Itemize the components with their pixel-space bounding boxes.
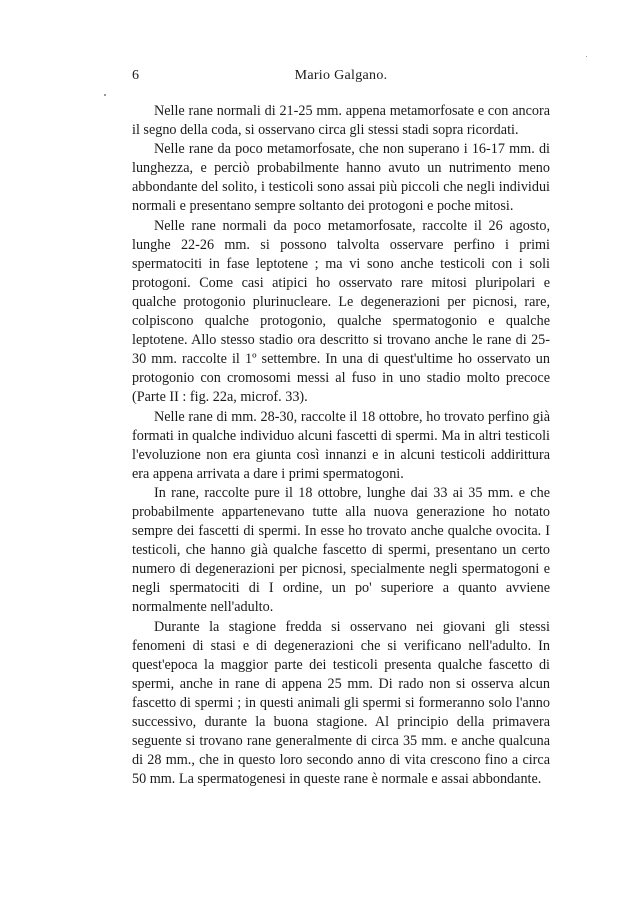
print-speck [104, 94, 106, 96]
paragraph: In rane, raccolte pure il 18 ottobre, lunghe dai 33 ai 35 mm. e che probabilmente appartenevano tutte alla nuova generazione ho notato sempre dei fascetti di spermi. In esse ho trovato anche qualche ovocita. I testicoli, che hanno già qualche fascetto di spermi, presentano un certo numero di degenerazioni per picnosi, specialmente negli spermatogoni e negli spermatociti di I ordine, un po' superiore a quanto avviene normalmente nell'adulto. [132, 484, 550, 616]
paragraph: Nelle rane normali da poco metamorfosate, raccolte il 26 agosto, lunghe 22-26 mm. si possono talvolta osservare perfino i primi spermatociti in fase leptotene ; ma vi sono anche testicoli con i soli protogoni. Come casi atipici ho osservato rare mitosi pluripolari e qualche protogonio plurinucleare. Le degenerazioni per picnosi, rare, colpiscono qualche protogonio, qualche spermatogonio e qualche leptotene. Allo stesso stadio ora descritto si trovano anche le rane di 25-30 mm. raccolte il 1º settembre. In una di quest'ultime ho osservato un protogonio con cromosomi messi al fuso in uno stadio molto precoce (Parte II : fig. 22a, microf. 33). [132, 217, 550, 406]
paragraph: Durante la stagione fredda si osservano nei giovani gli stessi fenomeni di stasi e di degenerazioni che si verificano nell'adulto. In quest'epoca la maggior parte dei testicoli presenta qualche fascetto di spermi, anche in rane di appena 25 mm. Di rado non si osserva alcun fascetto di spermi ; in questi animali gli spermi si formeranno solo l'anno successivo, durante la buona stagione. Al principio della primavera seguente si trovano rane generalmente di circa 35 mm. e anche qualcuna di 28 mm., che in questo loro secondo anno di vita crescono fino a circa 50 mm. La spermatogenesi in queste rane è normale e assai abbondante. [132, 618, 550, 788]
print-speck [586, 56, 587, 57]
paragraph: Nelle rane di mm. 28-30, raccolte il 18 ottobre, ho trovato perfino già formati in qualche individuo alcuni fascetti di spermi. Ma in altri testicoli l'evoluzione non era giunta così innanzi e in alcuni testicoli addirittura era appena arrivata a dare i primi spermatogoni. [132, 408, 550, 482]
body-text [132, 102, 550, 789]
paragraph: Nelle rane da poco metamorfosate, che non superano i 16-17 mm. di lunghezza, e perciò probabilmente hanno avuto un nutrimento meno abbondante del solito, i testicoli sono assai più piccoli che negli individui normali e presentano sempre soltanto dei protogoni e poche mitosi. [132, 141, 550, 215]
running-title: Mario Galgano. [294, 68, 388, 83]
page-header [132, 66, 550, 86]
page-number: 6 [132, 68, 139, 83]
paragraph: Nelle rane normali di 21-25 mm. appena metamorfosate e con ancora il segno della coda, si osservano circa gli stessi stadi sopra ricordati. [132, 103, 550, 139]
